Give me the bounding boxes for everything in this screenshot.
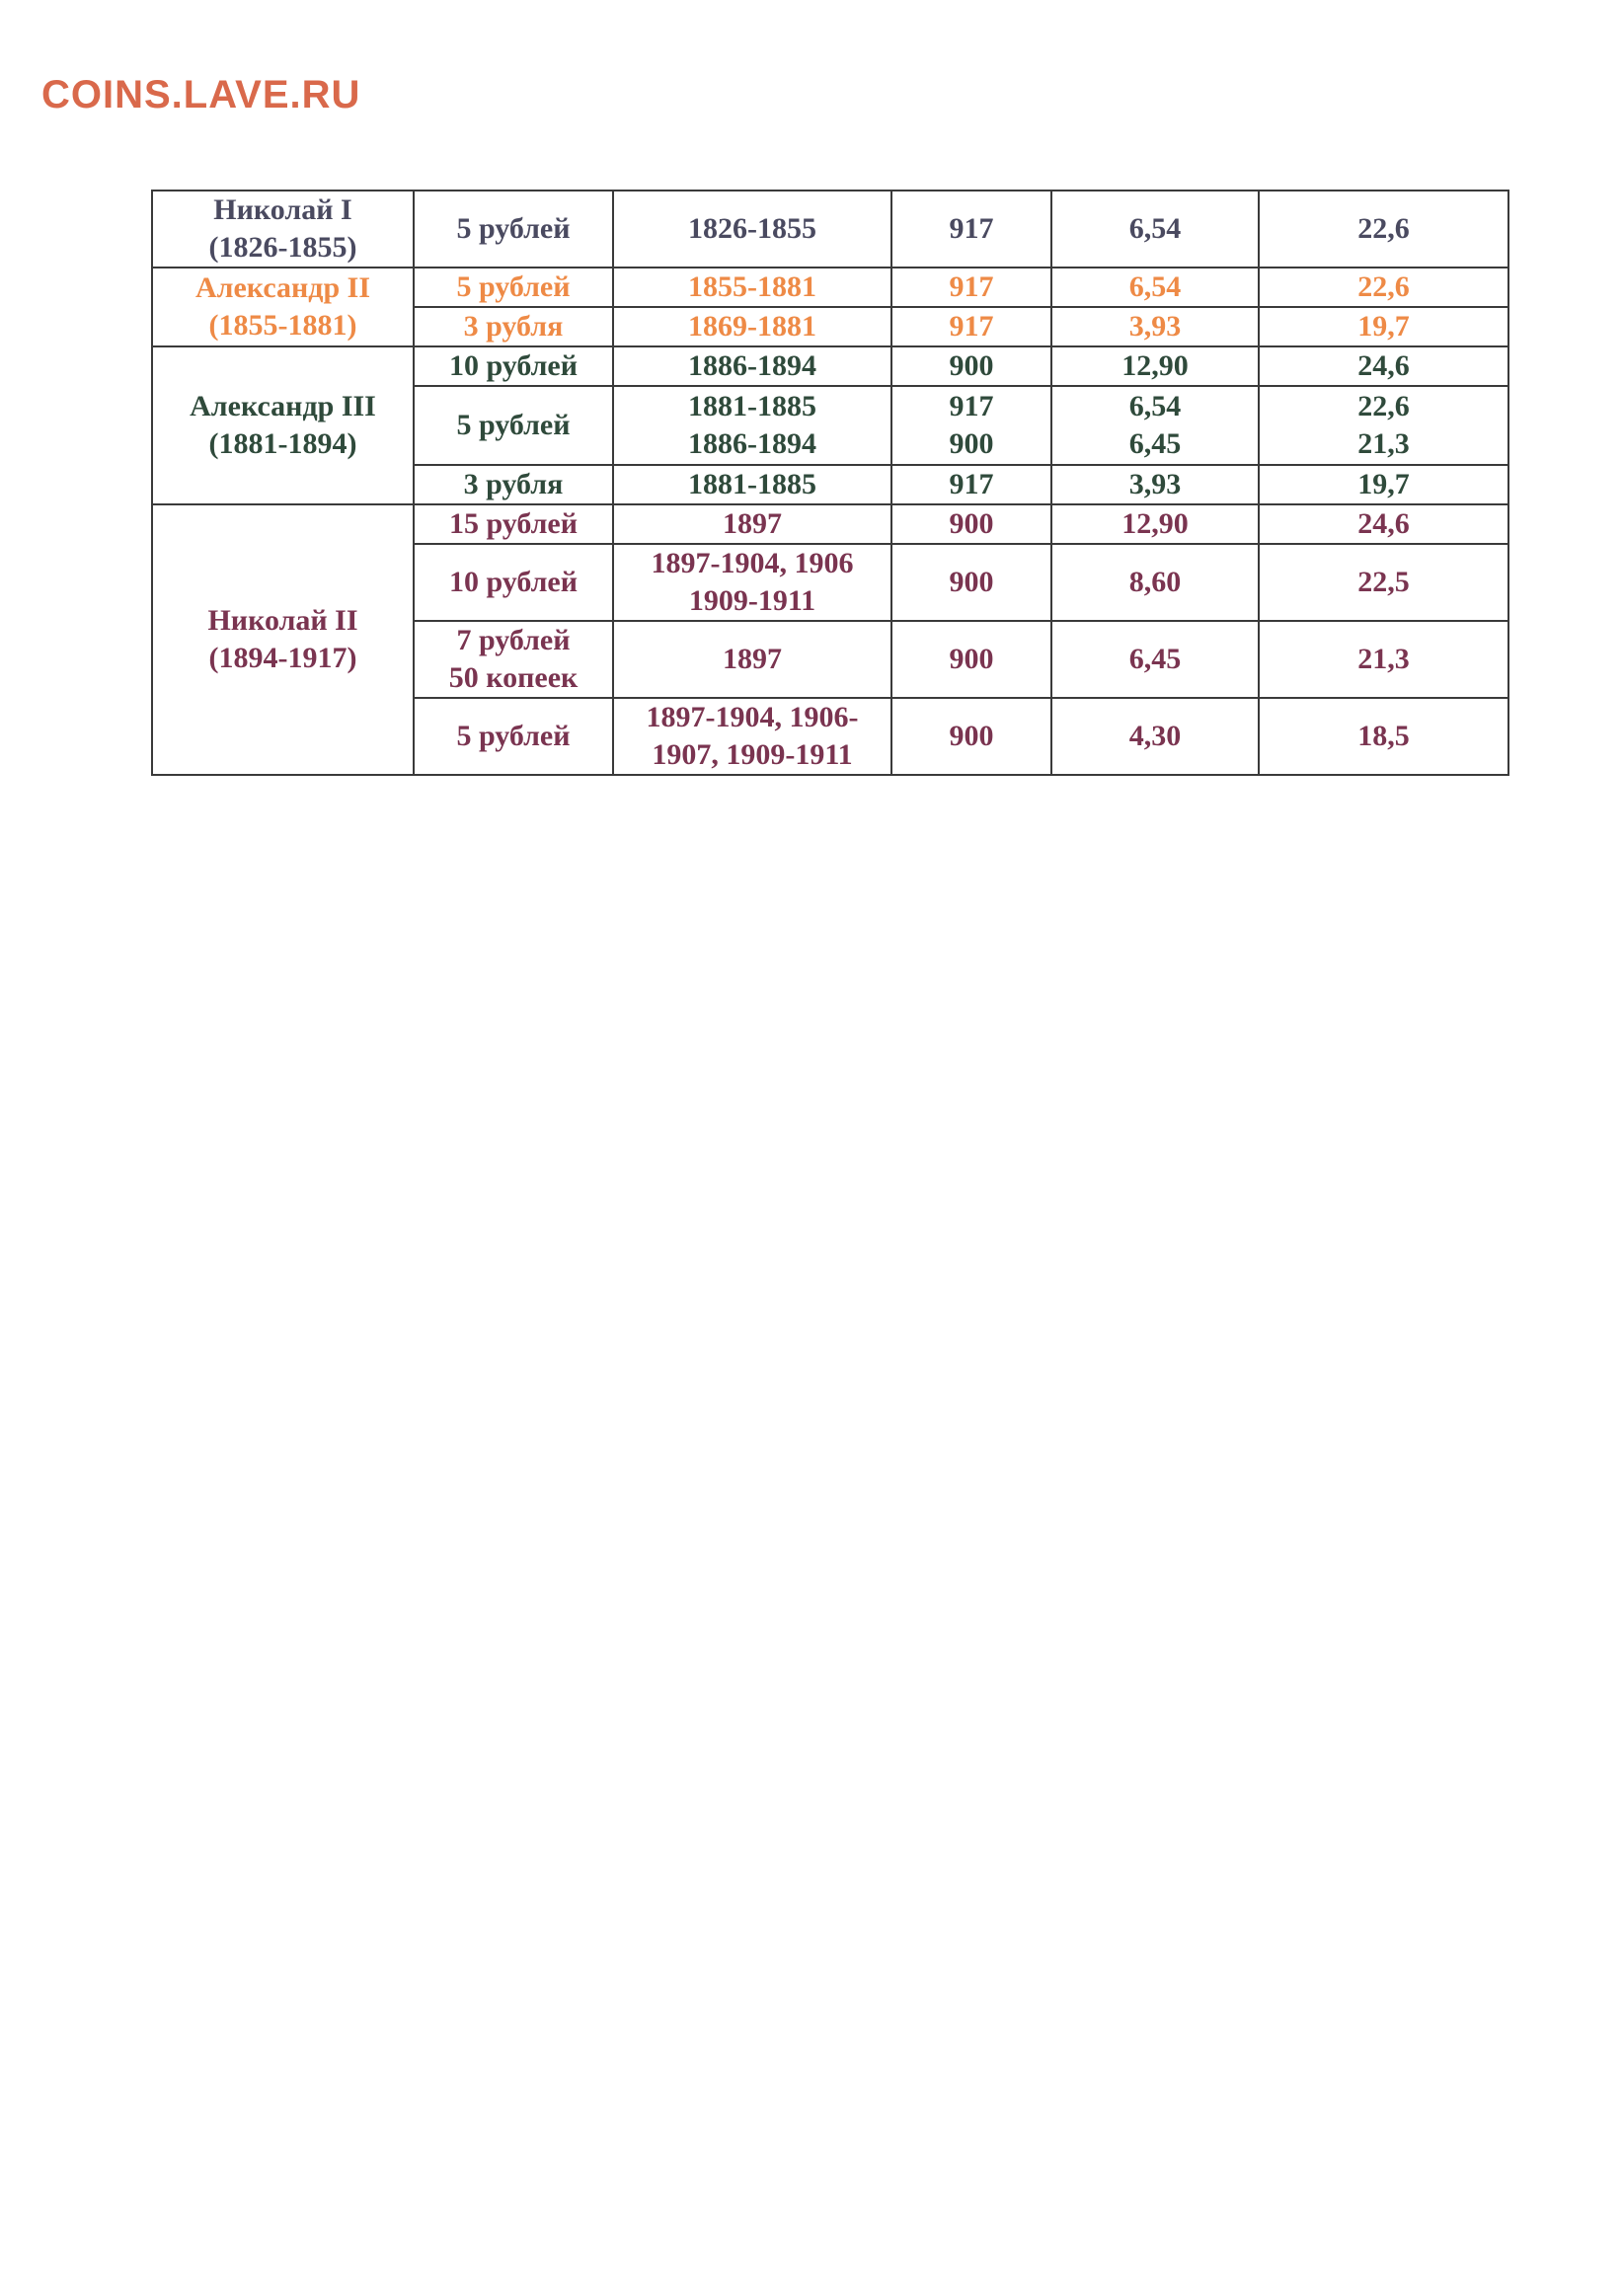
weight: 6,54: [1128, 212, 1182, 245]
mint-years: 1826-1855: [688, 212, 816, 245]
weight: 4,30: [1128, 720, 1182, 752]
fineness: 917: [949, 390, 994, 422]
denomination-cell: [414, 544, 613, 621]
ruler-name: Александр III: [190, 390, 376, 422]
diameter: 21,3: [1357, 643, 1410, 675]
mint-years: 1881-1885: [688, 390, 816, 422]
weight: 6,45: [1128, 427, 1182, 460]
table-row: [152, 268, 1508, 307]
denomination: 5 рублей: [456, 270, 571, 303]
diameter-cell: [1259, 544, 1508, 621]
diameter: 22,6: [1357, 270, 1410, 303]
weight: 6,45: [1128, 643, 1182, 675]
years-cell: [613, 465, 891, 504]
diameter: 18,5: [1357, 720, 1410, 752]
diameter-cell: [1259, 504, 1508, 544]
diameter: 22,6: [1357, 390, 1410, 422]
fineness-cell: [891, 621, 1051, 698]
fineness-cell: [891, 504, 1051, 544]
denomination-cell: [414, 621, 613, 698]
fineness: 900: [949, 507, 994, 540]
denomination-cell: [414, 268, 613, 307]
weight-cell: [1051, 386, 1259, 465]
diameter: 24,6: [1357, 507, 1410, 540]
weight-cell: [1051, 544, 1259, 621]
diameter: 22,5: [1357, 566, 1410, 598]
denomination: 10 рублей: [448, 349, 579, 382]
reign-years: (1826-1855): [208, 231, 357, 264]
weight-cell: [1051, 465, 1259, 504]
weight-cell: [1051, 307, 1259, 346]
weight: 3,93: [1128, 310, 1182, 343]
weight-cell: [1051, 346, 1259, 386]
ruler-cell: [152, 191, 414, 268]
denomination: 5 рублей: [456, 212, 571, 245]
fineness-cell: [891, 386, 1051, 465]
denomination-cell: [414, 191, 613, 268]
years-cell: [613, 621, 891, 698]
weight-cell: [1051, 621, 1259, 698]
mint-years: 1886-1894: [688, 349, 816, 382]
fineness: 900: [949, 427, 994, 460]
gold-coins-table: [151, 190, 1509, 776]
denomination: 15 рублей: [448, 507, 579, 540]
fineness-cell: [891, 307, 1051, 346]
mint-years: 1897: [723, 643, 782, 675]
fineness-cell: [891, 191, 1051, 268]
fineness: 900: [949, 643, 994, 675]
weight: 6,54: [1128, 270, 1182, 303]
diameter: 24,6: [1357, 349, 1410, 382]
mint-years: 1897-1904, 1906: [651, 547, 854, 579]
years-cell: [613, 307, 891, 346]
mint-years: 1881-1885: [688, 468, 816, 500]
fineness-cell: [891, 544, 1051, 621]
site-watermark: COINS.LAVE.RU: [41, 73, 361, 116]
years-cell: [613, 386, 891, 465]
weight: 6,54: [1128, 390, 1182, 422]
diameter: 21,3: [1357, 427, 1410, 460]
fineness: 900: [949, 566, 994, 598]
ruler-cell: [152, 504, 414, 775]
weight: 8,60: [1128, 566, 1182, 598]
reign-years: (1881-1894): [208, 427, 357, 460]
weight-cell: [1051, 504, 1259, 544]
denomination-cell: [414, 465, 613, 504]
denomination: 7 рублей: [456, 624, 571, 656]
ruler-cell: [152, 268, 414, 346]
denomination-cell: [414, 386, 613, 465]
denomination: 3 рубля: [463, 468, 564, 500]
fineness: 917: [949, 468, 994, 500]
table-row: [152, 346, 1508, 386]
diameter-cell: [1259, 386, 1508, 465]
diameter-cell: [1259, 621, 1508, 698]
diameter-cell: [1259, 346, 1508, 386]
mint-years: 1909-1911: [688, 584, 816, 617]
fineness: 917: [949, 212, 994, 245]
denomination-cell: [414, 307, 613, 346]
ruler-name: Николай II: [207, 604, 358, 637]
denomination: 5 рублей: [456, 409, 571, 441]
years-cell: [613, 346, 891, 386]
diameter-cell: [1259, 698, 1508, 775]
fineness: 900: [949, 349, 994, 382]
years-cell: [613, 191, 891, 268]
diameter: 19,7: [1357, 310, 1410, 343]
years-cell: [613, 504, 891, 544]
diameter-cell: [1259, 268, 1508, 307]
years-cell: [613, 698, 891, 775]
mint-years: 1869-1881: [688, 310, 816, 343]
denomination: 5 рублей: [456, 720, 571, 752]
mint-years: 1897: [723, 507, 782, 540]
diameter-cell: [1259, 307, 1508, 346]
table-row: [152, 504, 1508, 544]
reign-years: (1855-1881): [208, 309, 357, 342]
diameter: 19,7: [1357, 468, 1410, 500]
weight-cell: [1051, 698, 1259, 775]
denomination-cell: [414, 504, 613, 544]
mint-years: 1907, 1909-1911: [652, 738, 853, 771]
diameter-cell: [1259, 191, 1508, 268]
mint-years: 1897-1904, 1906-: [646, 701, 859, 733]
weight-cell: [1051, 268, 1259, 307]
ruler-name: Александр II: [194, 271, 371, 304]
fineness: 917: [949, 310, 994, 343]
weight: 12,90: [1121, 507, 1189, 540]
denomination: 3 рубля: [463, 310, 564, 343]
denomination: 50 копеек: [448, 661, 579, 694]
denomination-cell: [414, 346, 613, 386]
mint-years: 1886-1894: [688, 427, 816, 460]
reign-years: (1894-1917): [208, 642, 357, 674]
weight: 12,90: [1121, 349, 1189, 382]
table-row: [152, 191, 1508, 268]
weight: 3,93: [1128, 468, 1182, 500]
fineness-cell: [891, 465, 1051, 504]
diameter-cell: [1259, 465, 1508, 504]
ruler-name: Николай I: [213, 193, 352, 226]
fineness: 917: [949, 270, 994, 303]
fineness: 900: [949, 720, 994, 752]
fineness-cell: [891, 346, 1051, 386]
denomination-cell: [414, 698, 613, 775]
fineness-cell: [891, 698, 1051, 775]
denomination: 10 рублей: [448, 566, 579, 598]
years-cell: [613, 544, 891, 621]
years-cell: [613, 268, 891, 307]
ruler-cell: [152, 346, 414, 504]
fineness-cell: [891, 268, 1051, 307]
weight-cell: [1051, 191, 1259, 268]
mint-years: 1855-1881: [688, 270, 816, 303]
diameter: 22,6: [1357, 212, 1410, 245]
